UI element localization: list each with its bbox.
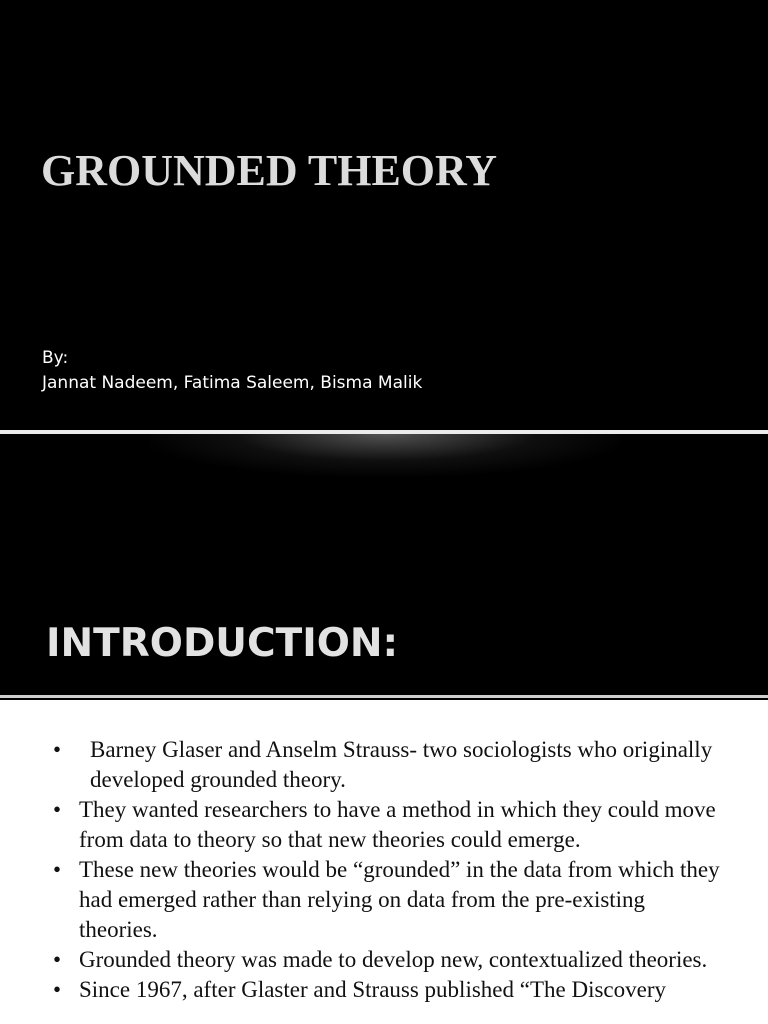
bullet-icon: • — [53, 947, 62, 972]
introduction-slide — [0, 434, 768, 1024]
authors-text: Jannat Nadeem, Fatima Saleem, Bisma Malik — [42, 373, 423, 393]
bullet-item — [0, 795, 768, 855]
bullet-text: Grounded theory was made to develop new, contextualized theories. — [79, 947, 708, 972]
bullet-icon: • — [53, 737, 62, 762]
bullet-item — [0, 945, 768, 975]
bullet-item — [0, 735, 768, 795]
bullet-item — [0, 975, 768, 1005]
bullet-icon: • — [53, 977, 62, 1002]
bullet-list — [0, 735, 768, 1005]
top-glow — [150, 434, 620, 476]
heading-rule — [0, 695, 768, 698]
bullet-icon: • — [53, 797, 62, 822]
content-area — [0, 700, 768, 1024]
bullet-icon: • — [53, 857, 62, 882]
bullet-text: Since 1967, after Glaster and Strauss published “The Discovery — [79, 977, 666, 1002]
by-label: By: — [42, 348, 69, 368]
bullet-text: They wanted researchers to have a method in which they could move from data to theory so that new theories could emerge. — [79, 797, 716, 852]
title-slide — [0, 0, 768, 430]
slide-title: GROUNDED THEORY — [41, 146, 498, 195]
authors-block — [42, 346, 422, 396]
slide-heading: INTRODUCTION: — [46, 621, 399, 666]
bullet-text: These new theories would be “grounded” in the data from which they had emerged rather than relying on data from the pre-existing theories. — [79, 857, 720, 942]
bullet-item — [0, 855, 768, 945]
bullet-text: Barney Glaser and Anselm Strauss- two sociologists who originally developed grounded theory. — [90, 737, 713, 792]
